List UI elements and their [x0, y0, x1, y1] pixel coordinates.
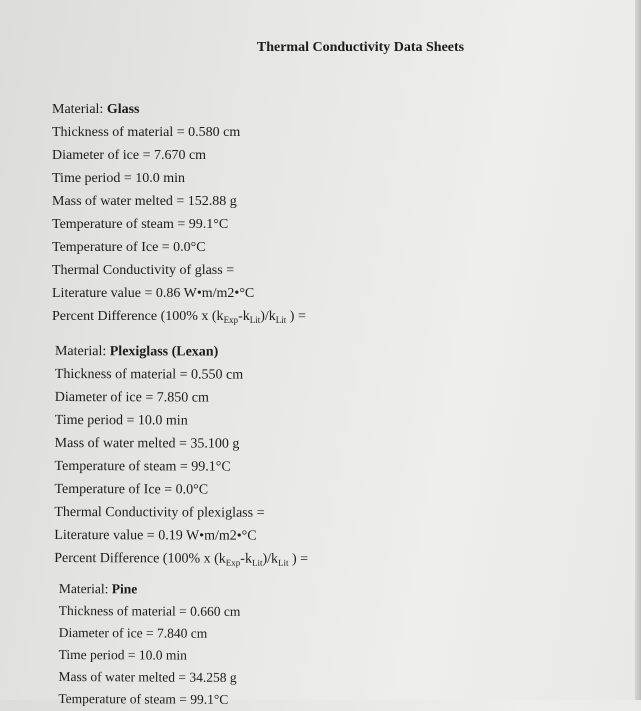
data-line: Thermal Conductivity of glass =	[52, 263, 235, 278]
data-line: Temperature of steam = 99.1°C	[52, 217, 229, 232]
material-heading: Material: Pine	[58, 580, 138, 597]
material-section-pine	[58, 578, 240, 711]
data-line: Diameter of ice = 7.670 cm	[52, 148, 207, 163]
material-name: Pine	[111, 581, 138, 597]
material-heading: Material: Glass	[52, 102, 140, 117]
data-line: Temperature of Ice = 0.0°C	[52, 240, 206, 255]
percent-difference-line: Percent Difference (100% x $(k_{Exp}-k_{Lit})/k_{Lit}$ ) =	[54, 550, 309, 568]
data-line: Diameter of ice = 7.850 cm	[54, 389, 209, 406]
data-line: Time period = 10.0 min	[54, 412, 188, 429]
percent-difference-line: Percent Difference (100% x $(k_{Exp}-k_{Lit})/k_{Lit}$ ) =	[52, 309, 306, 325]
page-title: Thermal Conductivity Data Sheets	[256, 40, 465, 55]
data-line: Thermal Conductivity of plexiglass =	[54, 504, 265, 521]
data-line: Mass of water melted = 152.88 g	[52, 194, 237, 209]
material-name: Glass	[106, 102, 140, 117]
data-line: Temperature of steam = 99.1°C	[54, 458, 231, 475]
data-line: Diameter of ice = 7.840 cm	[58, 624, 208, 641]
data-line: Time period = 10.0 min	[52, 171, 185, 186]
data-line: Thickness of material = 0.580 cm	[52, 125, 241, 140]
data-line: Literature value = 0.86 W•m/m2•°C	[52, 286, 255, 301]
data-line: Mass of water melted = 34.258 g	[58, 668, 237, 685]
data-line: Time period = 10.0 min	[58, 646, 187, 663]
material-section-plexiglass	[54, 340, 309, 571]
page-edge-shadow	[635, 0, 641, 700]
material-section-glass	[52, 98, 306, 328]
data-line: Temperature of steam = 99.1°C	[58, 690, 229, 707]
data-line: Thickness of material = 0.660 cm	[58, 602, 241, 619]
data-line: Literature value = 0.19 W•m/m2•°C	[54, 527, 257, 544]
data-line: Mass of water melted = 35.100 g	[54, 435, 240, 452]
data-line: Thickness of material = 0.550 cm	[54, 366, 244, 383]
material-heading: Material: Plexiglass (Lexan)	[54, 343, 219, 360]
data-line: Temperature of Ice = 0.0°C	[54, 481, 209, 498]
material-name: Plexiglass (Lexan)	[109, 344, 219, 360]
